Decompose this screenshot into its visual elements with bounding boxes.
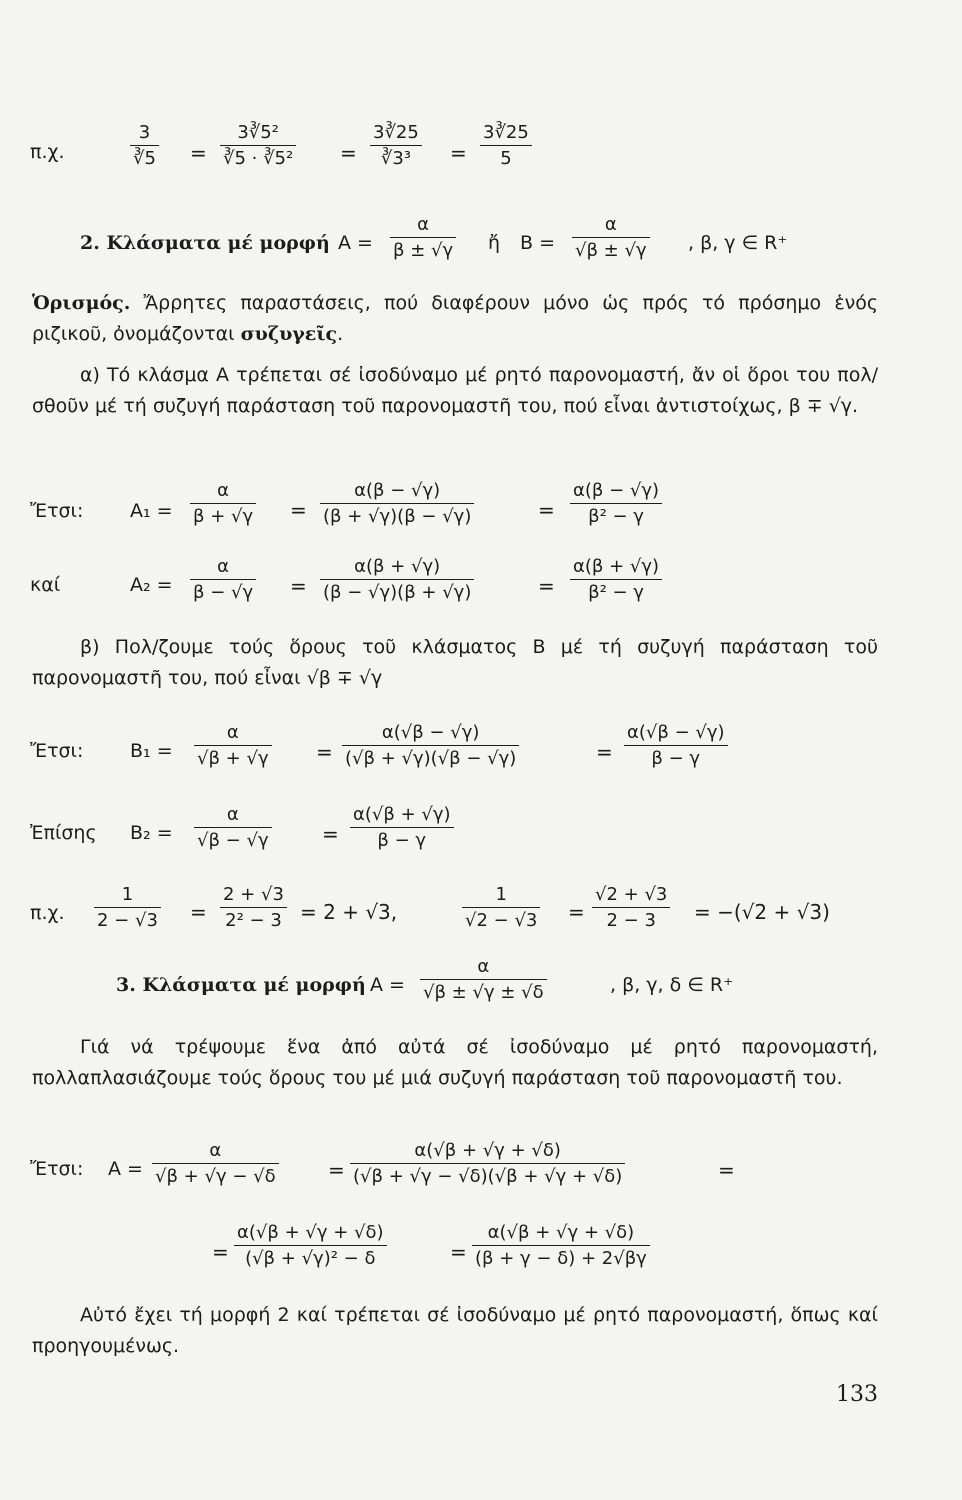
fraction: $\frac{\text{3∛5²}}{\text{∛5 · ∛5²}}$: [220, 122, 296, 169]
fraction: $\frac{\alpha(√\beta + √\gamma + √\delta)}{(√\beta + √\gamma - √\delta)(√\beta + √\gamma + √\delta)}$: [350, 1140, 625, 1187]
fraction: $\frac{\alpha}{√\beta + √\gamma}$: [194, 722, 272, 769]
fraction: $\frac{\alpha(\beta - √\gamma)}{\text{β² − γ}}$: [570, 480, 662, 527]
paragraph-3: Γιά νά τρέψουμε ἕνα ἀπό αὐτά σέ ἰσοδύναμο μέ ρητό παρονομαστή, πολλαπλασιάζουμε τούς ὅρους του μέ μιά συζυγή παράσταση τοῦ παρονομαστῆ του.: [32, 1036, 878, 1089]
fraction: $\frac{\alpha(√\beta - √\gamma)}{(√\beta + √\gamma)(√\beta - √\gamma)}$: [342, 722, 519, 769]
fraction: $\frac{\alpha}{\beta - √\gamma}$: [190, 556, 256, 603]
fraction: $\frac{\alpha(√\beta + √\gamma + √\delta)}{(\beta + \gamma - \delta) + 2√\beta\gamma}$: [472, 1222, 650, 1269]
fraction: $\frac{√2 + √3}{2 - 3}$: [592, 884, 670, 931]
fraction: $\frac{\alpha(√\beta - √\gamma)}{\beta - \gamma}$: [624, 722, 728, 769]
fraction: $\frac{\alpha(\beta - √\gamma)}{(\beta + √\gamma)(\beta - √\gamma)}$: [320, 480, 474, 527]
equals-sign: =: [190, 141, 207, 165]
fraction: $\frac{3∛25}{5}$: [480, 122, 532, 169]
fraction: $\frac{\alpha(√\beta + √\gamma + √\delta)}{\text{(√β + √γ)² − δ}}$: [234, 1222, 387, 1269]
equals-sign: =: [340, 141, 357, 165]
equals-sign: =: [450, 141, 467, 165]
section-heading: 3. Κλάσματα μέ μορφή: [116, 974, 366, 996]
fraction: $\frac{1}{2 - √3}$: [94, 884, 161, 931]
definition-paragraph: Ὁρισμός. Ἄρρητες παραστάσεις, πού διαφέρουν μόνο ὡς πρός τό πρόσημο ἑνός ριζικοῦ, ὀνομάζονται συζυγεῖς.: [32, 292, 878, 345]
fraction: $\frac{\alpha}{√\beta \pm √\gamma}$: [572, 214, 650, 261]
definition-term: συζυγεῖς: [240, 323, 338, 345]
page-number: 133: [836, 1382, 878, 1407]
section-heading: 2. Κλάσματα μέ μορφή: [80, 232, 330, 254]
definition-lead: Ὁρισμός.: [32, 292, 131, 314]
fraction: $\frac{\alpha}{\beta \pm √\gamma}$: [390, 214, 456, 261]
example-label: π.χ.: [30, 902, 65, 924]
fraction: $\frac{\alpha}{√\beta + √\gamma - √\delta}$: [152, 1140, 279, 1187]
fraction: $\frac{\alpha}{√\beta \pm √\gamma \pm √\delta}$: [420, 956, 547, 1003]
fraction: $\frac{\alpha}{\beta + √\gamma}$: [190, 480, 256, 527]
fraction: $\frac{2 + √3}{\text{2² − 3}}$: [220, 884, 287, 931]
paragraph-a: α) Τό κλάσμα A τρέπεται σέ ἰσοδύναμο μέ ρητό παρονομαστή, ἄν οἱ ὅροι του πολ/σθοῦν μέ τή συζυγή παράσταση τοῦ παρονομαστῆ του, πού εἶναι ἀντιστοίχως, β ∓ √γ.: [32, 364, 878, 417]
paragraph-b: β) Πολ/ζουμε τούς ὅρους τοῦ κλάσματος B μέ τή συζυγή παράσταση τοῦ παρονομαστῆ του, πού εἶναι √β ∓ √γ: [32, 636, 878, 689]
fraction: $\frac{1}{√2 - √3}$: [462, 884, 540, 931]
fraction: $\frac{\alpha}{√\beta - √\gamma}$: [194, 804, 272, 851]
paragraph-end: Αὐτό ἔχει τή μορφή 2 καί τρέπεται σέ ἰσοδύναμο μέ ρητό παρονομαστή, ὅπως καί προηγουμένως.: [32, 1304, 878, 1357]
example-label: π.χ.: [30, 141, 65, 163]
fraction: $\frac{\alpha(\beta + √\gamma)}{\text{β² − γ}}$: [570, 556, 662, 603]
fraction: $\frac{3∛25}{\text{∛3³}}$: [370, 122, 422, 169]
fraction: $\frac{3}{∛5}$: [130, 122, 159, 169]
fraction: $\frac{\alpha(\beta + √\gamma)}{(\beta - √\gamma)(\beta + √\gamma)}$: [320, 556, 474, 603]
book-page: π.χ. $\frac{3}{∛5}$ = $\frac{\text{3∛5²}}{\text{∛5 · ∛5²}}$ = $\frac{3∛25}{\text{∛3³}}$ = $\frac{3∛25}{5}$ 2. Κλάσματα μέ μορφή A = $\frac{\alpha}{\beta \pm √\gamma}$ ἤ B = $\frac{\alpha}{√\beta \pm √\gamma}$ , β, γ ∈ R⁺ Ὁρισμός. Ἄρρητες παραστάσεις, πού διαφέρουν μόνο ὡς πρός τό πρόσημο ἑνός ριζικοῦ, ὀνομάζονται συζυγεῖς. α) Τό κλάσμα A τρέπεται σέ ἰσοδύναμο μέ ρητό παρονομαστή, ἄν οἱ ὅροι του πολ/σθοῦν μέ τή συζυγή παράσταση τοῦ παρονομαστῆ του, πού εἶναι ἀντιστοίχως, β ∓ √γ. Ἔτσι: A₁ = $\frac{\alpha}{\beta + √\gamma}$ = $\frac{\alpha(\beta - √\gamma)}{(\beta + √\gamma)(\beta - √\gamma)}$ = $\frac{\alpha(\beta - √\gamma)}{\text{β² − γ}}$ καί A₂ = $\frac{\alpha}{\beta - √\gamma}$ = $\frac{\alpha(\beta + √\gamma)}{(\beta - √\gamma)(\beta + √\gamma)}$ = $\frac{\alpha(\beta + √\gamma)}{\text{β² − γ}}$ β) Πολ/ζουμε τούς ὅρους τοῦ κλάσματος B μέ τή συζυγή παράσταση τοῦ παρονομαστῆ του, πού εἶναι √β ∓ √γ Ἔτσι: B₁ = $\frac{\alpha}{√\beta + √\gamma}$ = $\frac{\alpha(√\beta - √\gamma)}{(√\beta + √\gamma)(√\beta - √\gamma)}$ = $\frac{\alpha(√\beta - √\gamma)}{\beta - \gamma}$ Ἐπίσης B₂ = $\frac{\alpha}{√\beta - √\gamma}$ = $\frac{\alpha(√\beta + √\gamma)}{\beta - \gamma}$ π.χ. $\frac{1}{2 - √3}$ = $\frac{2 + √3}{\text{2² − 3}}$ = 2 + √3, $\frac{1}{√2 - √3}$ = $\frac{√2 + √3}{2 - 3}$ = −(√2 + √3) 3. Κλάσματα μέ μορφή A = $\frac{\alpha}{√\beta \pm √\gamma \pm √\delta}$ , β, γ, δ ∈ R⁺ Γιά νά τρέψουμε ἕνα ἀπό αὐτά σέ ἰσοδύναμο μέ ρητό παρονομαστή, πολλαπλασιάζουμε τούς ὅρους του μέ μιά συζυγή παράσταση τοῦ παρονομαστῆ του. Ἔτσι: A = $\frac{\alpha}{√\beta + √\gamma - √\delta}$ = $\frac{\alpha(√\beta + √\gamma + √\delta)}{(√\beta + √\gamma - √\delta)(√\beta + √\gamma + √\delta)}$ = = $\frac{\alpha(√\beta + √\gamma + √\delta)}{\text{(√β + √γ)² − δ}}$ = $\frac{\alpha(√\beta + √\gamma + √\delta)}{(\beta + \gamma - \delta) + 2√\beta\gamma}$ Αὐτό ἔχει τή μορφή 2 καί τρέπεται σέ ἰσοδύναμο μέ ρητό παρονομαστή, ὅπως καί προηγουμένως. 133: [30, 122, 878, 1407]
fraction: $\frac{\alpha(√\beta + √\gamma)}{\beta - \gamma}$: [350, 804, 454, 851]
